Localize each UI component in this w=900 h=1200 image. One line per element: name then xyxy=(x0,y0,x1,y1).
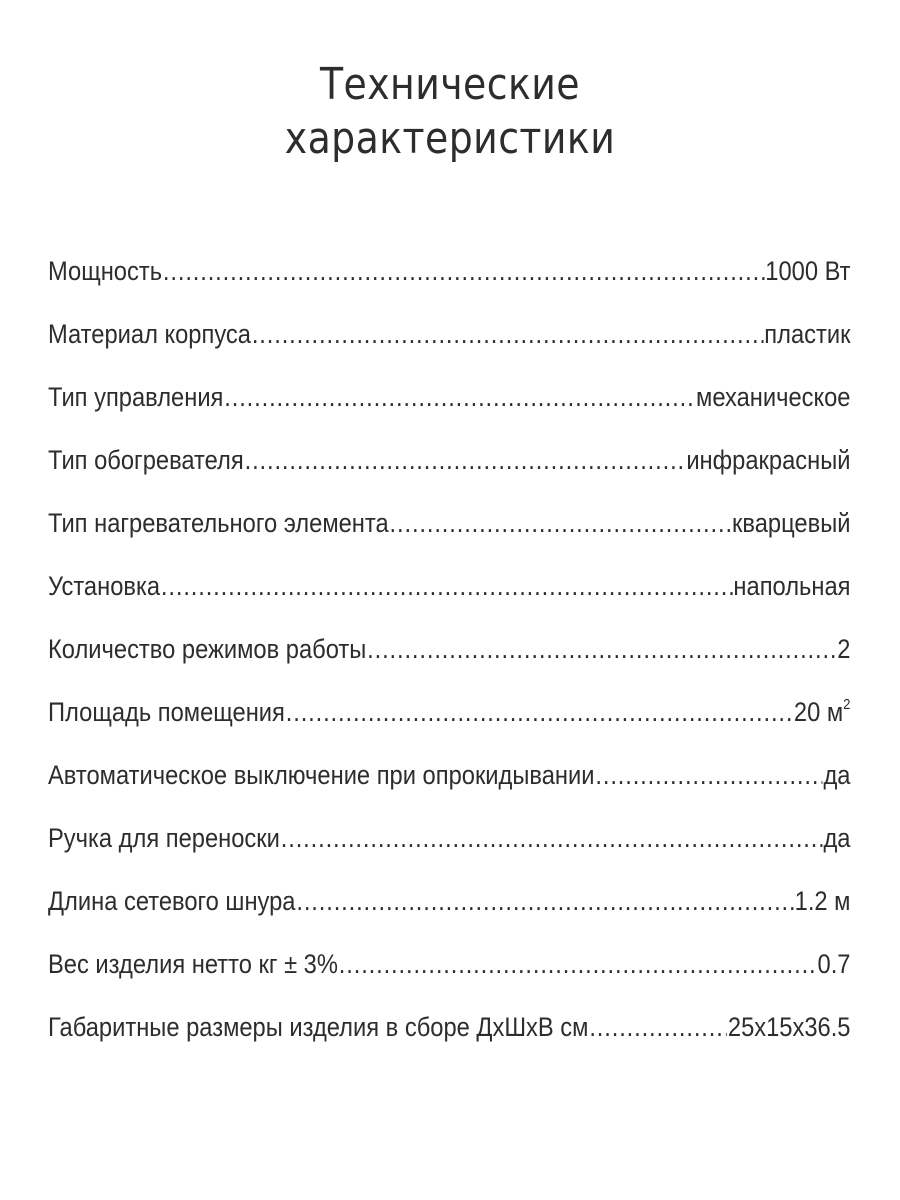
dot-leader xyxy=(595,752,822,798)
spec-label: Тип обогревателя xyxy=(48,445,244,475)
spec-row-power xyxy=(48,248,851,311)
spec-value: напольная xyxy=(733,571,851,601)
spec-label: Автоматическое выключение при опрокидывании xyxy=(48,760,595,790)
spec-value-group xyxy=(794,689,851,735)
spec-label: Материал корпуса xyxy=(48,319,251,349)
spec-value: 1000 Вт xyxy=(765,256,851,286)
spec-row-modes-count xyxy=(48,626,851,689)
title-line-2: характеристики xyxy=(284,113,616,164)
spec-label: Габаритные размеры изделия в сборе ДхШхВ см xyxy=(48,1012,589,1042)
spec-label: Площадь помещения xyxy=(48,697,285,727)
spec-value: 0.7 xyxy=(817,949,851,979)
title-line-1: Технические xyxy=(319,59,581,110)
spec-row-installation xyxy=(48,563,851,626)
dot-leader xyxy=(589,1004,727,1050)
spec-row-dimensions xyxy=(48,1004,851,1067)
spec-label: Количество режимов работы xyxy=(48,634,367,664)
spec-value: 1.2 м xyxy=(794,886,851,916)
spec-label: Установка xyxy=(48,571,161,601)
spec-value: пластик xyxy=(764,319,851,349)
dot-leader xyxy=(163,248,764,294)
dot-leader xyxy=(245,437,686,483)
spec-row-tip-over-shutoff xyxy=(48,752,851,815)
spec-row-net-weight xyxy=(48,941,851,1004)
spec-value: механическое xyxy=(696,382,851,412)
page-title xyxy=(63,58,837,166)
spec-value: 20 м xyxy=(793,697,844,727)
spec-value: 25х15х36.5 xyxy=(727,1012,851,1042)
spec-label: Вес изделия нетто кг ± 3% xyxy=(48,949,338,979)
spec-value: да xyxy=(823,823,851,853)
spec-value-superscript: 2 xyxy=(843,696,851,713)
spec-row-control-type xyxy=(48,374,851,437)
spec-label: Мощность xyxy=(48,256,163,286)
spec-label: Тип нагревательного элемента xyxy=(48,508,389,538)
dot-leader xyxy=(367,626,836,672)
spec-row-cord-length xyxy=(48,878,851,941)
spec-row-room-area xyxy=(48,689,851,752)
spec-value: 2 xyxy=(837,634,851,664)
spec-value: кварцевый xyxy=(732,508,851,538)
spec-label: Тип управления xyxy=(48,382,224,412)
spec-row-heating-element xyxy=(48,500,851,563)
dot-leader xyxy=(339,941,817,987)
dot-leader xyxy=(224,374,695,420)
spec-row-carry-handle xyxy=(48,815,851,878)
spec-value: да xyxy=(823,760,851,790)
dot-leader xyxy=(296,878,793,924)
spec-row-body-material xyxy=(48,311,851,374)
specs-list xyxy=(48,248,851,1067)
spec-row-heater-type xyxy=(48,437,851,500)
spec-label: Длина сетевого шнура xyxy=(48,886,296,916)
spec-value: инфракрасный xyxy=(686,445,851,475)
dot-leader xyxy=(286,689,793,735)
spec-label: Ручка для переноски xyxy=(48,823,280,853)
dot-leader xyxy=(252,311,764,357)
dot-leader xyxy=(390,500,732,546)
dot-leader xyxy=(281,815,823,861)
dot-leader xyxy=(161,563,733,609)
